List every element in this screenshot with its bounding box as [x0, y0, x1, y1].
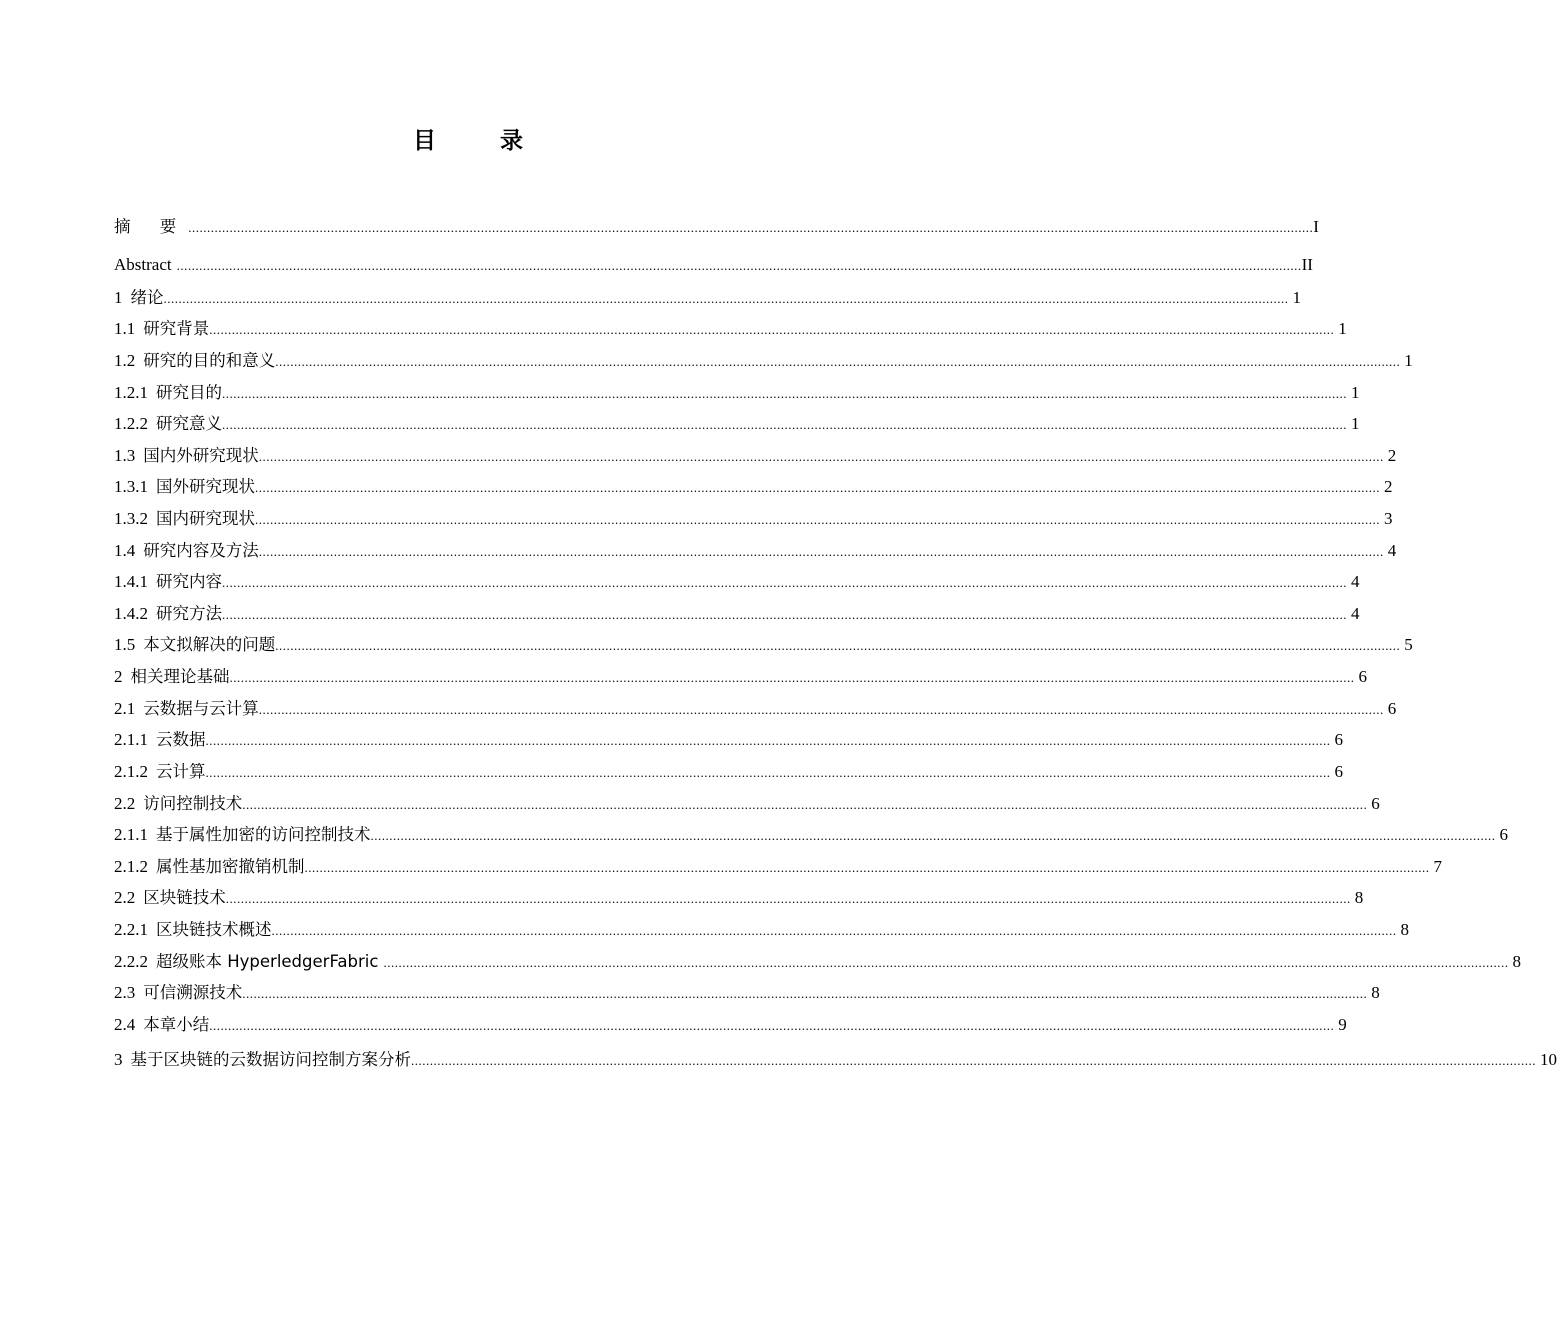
- section-title: 研究意义: [156, 414, 222, 433]
- page-number: 6: [1499, 825, 1508, 844]
- section-title: 研究的目的和意义: [143, 351, 276, 370]
- page-number: 6: [1358, 667, 1367, 686]
- toc-entry[interactable]: [114, 349, 1413, 373]
- toc-entry-label: [114, 570, 222, 594]
- toc-entry[interactable]: [114, 792, 1380, 816]
- toc-entry-label: [114, 539, 259, 563]
- section-number: 2.2.2: [114, 952, 148, 971]
- toc-entry-label: [114, 349, 275, 373]
- toc-entry-label: [114, 286, 164, 310]
- dot-leader: ............................................................................................................................................................................................................................................................................................................: [188, 220, 1314, 235]
- toc-entry-label: [114, 918, 272, 942]
- section-title: 基于属性加密的访问控制技术: [156, 825, 371, 844]
- toc-entry[interactable]: [114, 570, 1360, 594]
- toc-entry[interactable]: [114, 475, 1393, 499]
- page-number: 6: [1387, 699, 1397, 718]
- toc-entry[interactable]: [114, 381, 1360, 405]
- page-number: 4: [1351, 604, 1360, 623]
- section-number: 1.3: [114, 446, 136, 465]
- section-title: 绪论: [130, 288, 164, 307]
- section-number: 1.2.2: [114, 414, 148, 433]
- page-number: 4: [1351, 572, 1360, 591]
- section-number: 1.2: [114, 351, 136, 370]
- section-number: 1.3.1: [114, 477, 148, 496]
- section-title: 区块链技术概述: [156, 920, 272, 939]
- dot-leader: ............................................................................................................................................................................................................................................................................................................: [370, 828, 1496, 843]
- dot-leader: ............................................................................................................................................................................................................................................................................................................: [222, 417, 1347, 432]
- toc-entry-label: [114, 728, 206, 752]
- dot-leader: ............................................................................................................................................................................................................................................................................................................: [258, 544, 1384, 559]
- section-number: 1.4.2: [114, 604, 148, 623]
- dot-leader: ............................................................................................................................................................................................................................................................................................................: [258, 702, 1384, 717]
- section-number: 2.1.1: [114, 825, 148, 844]
- toc-entry-label: [114, 633, 275, 657]
- toc-entry-label: [114, 444, 259, 468]
- toc-entry[interactable]: [114, 1013, 1347, 1037]
- dot-leader: ............................................................................................................................................................................................................................................................................................................: [242, 797, 1368, 812]
- section-title: 云计算: [156, 762, 206, 781]
- section-title: 访问控制技术: [143, 794, 243, 813]
- page-number: 2: [1387, 446, 1397, 465]
- toc-entry-label: [114, 950, 378, 974]
- section-number: 2: [114, 667, 123, 686]
- dot-leader: ............................................................................................................................................................................................................................................................................................................: [225, 891, 1351, 906]
- toc-entry[interactable]: [114, 539, 1397, 563]
- page-number: 7: [1433, 857, 1442, 876]
- section-number: 2.1.1: [114, 730, 148, 749]
- page-number: 8: [1354, 888, 1364, 907]
- toc-entry[interactable]: [114, 253, 1313, 277]
- toc-entry[interactable]: [114, 855, 1442, 879]
- section-number: 2.4: [114, 1015, 136, 1034]
- section-number: 2.3: [114, 983, 136, 1002]
- section-number: 1: [114, 288, 123, 307]
- section-title: 可信溯源技术: [143, 983, 243, 1002]
- toc-entry-label: [114, 760, 206, 784]
- dot-leader: ............................................................................................................................................................................................................................................................................................................: [205, 765, 1331, 780]
- toc-entry-label: [114, 792, 242, 816]
- section-title: 区块链技术: [143, 888, 226, 907]
- page-number: 10: [1540, 1050, 1557, 1069]
- toc-entry-label: [114, 697, 259, 721]
- section-title: 研究背景: [143, 319, 210, 338]
- page-number: 8: [1512, 952, 1521, 971]
- section-number: 2.2: [114, 888, 136, 907]
- toc-title: 目 录: [412, 128, 551, 154]
- toc-entry-label: [114, 886, 226, 910]
- page-number: II: [1301, 255, 1313, 274]
- page-number: 2: [1384, 477, 1393, 496]
- toc-entry-label: [114, 507, 255, 531]
- toc-entry[interactable]: [114, 760, 1343, 784]
- toc-entry-label: [114, 665, 230, 689]
- section-number: 2.1: [114, 699, 136, 718]
- dot-leader: ............................................................................................................................................................................................................................................................................................................: [222, 575, 1347, 590]
- toc-entry-label: [114, 823, 371, 847]
- page-number: 1: [1404, 351, 1413, 370]
- page-number: 1: [1292, 288, 1301, 307]
- dot-leader: ............................................................................................................................................................................................................................................................................................................: [205, 733, 1331, 748]
- page-number: 9: [1338, 1015, 1347, 1034]
- section-number: 1.2.1: [114, 383, 148, 402]
- dot-leader: ............................................................................................................................................................................................................................................................................................................: [411, 1053, 1536, 1068]
- section-title: 本章小结: [143, 1015, 210, 1034]
- page-number: 4: [1387, 541, 1397, 560]
- dot-leader: ............................................................................................................................................................................................................................................................................................................: [209, 1018, 1335, 1033]
- toc-entry[interactable]: [114, 444, 1397, 468]
- dot-leader: ............................................................................................................................................................................................................................................................................................................: [255, 512, 1380, 527]
- toc-entry[interactable]: [114, 412, 1360, 436]
- section-title: 研究内容及方法: [143, 541, 259, 560]
- toc-entry[interactable]: [114, 697, 1397, 721]
- toc-entry-label: [114, 253, 172, 277]
- page-number: I: [1313, 217, 1319, 236]
- toc-entry[interactable]: [114, 665, 1367, 689]
- toc-entry-label: [114, 1048, 411, 1072]
- dot-leader: ............................................................................................................................................................................................................................................................................................................: [275, 638, 1401, 653]
- section-title: 摘 要: [114, 217, 189, 236]
- toc-entry-label: [114, 855, 305, 879]
- toc-entry-label: [114, 381, 222, 405]
- section-number: 1.5: [114, 635, 136, 654]
- page-number: 8: [1400, 920, 1409, 939]
- section-title: 属性基加密撤销机制: [156, 857, 305, 876]
- toc-entry[interactable]: [114, 286, 1301, 310]
- section-title: 云数据与云计算: [143, 699, 259, 718]
- section-number: 1.4.1: [114, 572, 148, 591]
- page-number: 6: [1334, 762, 1343, 781]
- section-title: 相关理论基础: [130, 667, 230, 686]
- dot-leader: ............................................................................................................................................................................................................................................................................................................: [209, 322, 1335, 337]
- dot-leader: ............................................................................................................................................................................................................................................................................................................: [275, 354, 1401, 369]
- toc-entry-label: [114, 981, 242, 1005]
- section-number: 2.1.2: [114, 857, 148, 876]
- toc-entry-label: [114, 412, 222, 436]
- page-number: 6: [1371, 794, 1380, 813]
- toc-entry[interactable]: [114, 950, 1521, 974]
- section-title: 研究方法: [156, 604, 222, 623]
- dot-leader: ............................................................................................................................................................................................................................................................................................................: [304, 860, 1430, 875]
- dot-leader: ............................................................................................................................................................................................................................................................................................................: [271, 923, 1397, 938]
- section-number: 3: [114, 1050, 123, 1069]
- toc-entry[interactable]: [114, 728, 1343, 752]
- section-title: 国外研究现状: [156, 477, 255, 496]
- toc-entry[interactable]: [114, 981, 1380, 1005]
- section-number: 1.3.2: [114, 509, 148, 528]
- section-number: 2.2.1: [114, 920, 148, 939]
- toc-entry[interactable]: [114, 215, 1319, 239]
- section-title: 国内研究现状: [156, 509, 255, 528]
- section-title: 研究目的: [156, 383, 222, 402]
- section-title: 云数据: [156, 730, 206, 749]
- page-number: 3: [1384, 509, 1393, 528]
- page-number: 5: [1404, 635, 1413, 654]
- section-title: 本文拟解决的问题: [143, 635, 276, 654]
- section-title: 基于区块链的云数据访问控制方案分析: [130, 1050, 411, 1069]
- page-number: 6: [1334, 730, 1343, 749]
- dot-leader: ............................................................................................................................................................................................................................................................................................................: [176, 258, 1302, 273]
- section-title: 国内外研究现状: [143, 446, 259, 465]
- toc-entry[interactable]: [114, 633, 1413, 657]
- dot-leader: ............................................................................................................................................................................................................................................................................................................: [255, 480, 1380, 495]
- page-number: 1: [1351, 383, 1360, 402]
- dot-leader: ............................................................................................................................................................................................................................................................................................................: [242, 986, 1368, 1001]
- dot-leader: ............................................................................................................................................................................................................................................................................................................: [222, 607, 1347, 622]
- page-number: 1: [1351, 414, 1360, 433]
- toc-entry[interactable]: [114, 317, 1347, 341]
- dot-leader: ............................................................................................................................................................................................................................................................................................................: [258, 449, 1384, 464]
- dot-leader: ............................................................................................................................................................................................................................................................................................................: [222, 386, 1347, 401]
- section-title: Abstract: [114, 255, 172, 274]
- toc-entry-label: [114, 602, 222, 626]
- toc-entry[interactable]: [114, 886, 1364, 910]
- section-number: 2.1.2: [114, 762, 148, 781]
- dot-leader: ............................................................................................................................................................................................................................................................................................................: [383, 955, 1509, 970]
- section-number: 2.2: [114, 794, 136, 813]
- toc-entry[interactable]: [114, 1048, 1557, 1072]
- toc-entry[interactable]: [114, 918, 1409, 942]
- toc-entry[interactable]: [114, 507, 1393, 531]
- toc-entry[interactable]: [114, 823, 1508, 847]
- dot-leader: ............................................................................................................................................................................................................................................................................................................: [229, 670, 1355, 685]
- toc-entry-label: [114, 215, 188, 239]
- toc-entry-label: [114, 1013, 209, 1037]
- toc-entry-label: [114, 317, 209, 341]
- page-number: 8: [1371, 983, 1380, 1002]
- toc-entry[interactable]: [114, 602, 1360, 626]
- section-title: 研究内容: [156, 572, 222, 591]
- page-number: 1: [1338, 319, 1347, 338]
- toc-entry-label: [114, 475, 255, 499]
- dot-leader: ............................................................................................................................................................................................................................................................................................................: [163, 291, 1289, 306]
- section-number: 1.1: [114, 319, 136, 338]
- section-number: 1.4: [114, 541, 136, 560]
- section-title: 超级账本 HyperledgerFabric: [156, 952, 379, 971]
